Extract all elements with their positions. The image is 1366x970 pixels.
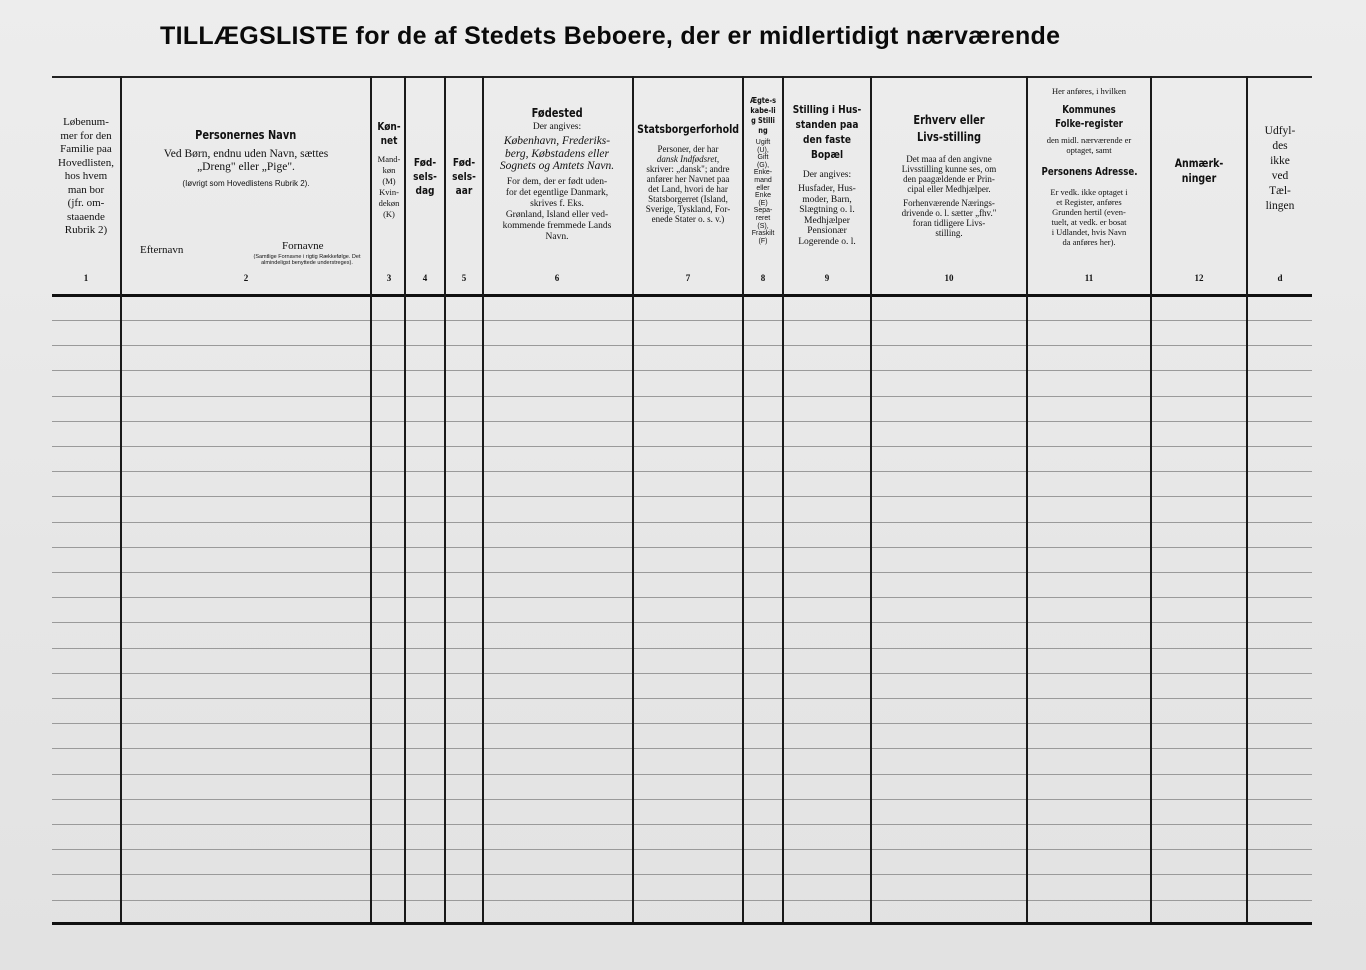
row-rule — [52, 673, 1312, 674]
col-10-line: stilling. — [935, 228, 963, 238]
row-rule — [52, 748, 1312, 749]
col-9-line: Logerende o. l. — [798, 236, 856, 247]
col-10-line: drivende o. l. sætter „fhv." — [901, 208, 997, 218]
col-9-text — [798, 184, 856, 247]
col-3-line: Kvin- — [379, 187, 399, 197]
col-8-line: Fraskilt — [751, 230, 775, 238]
col-9-sub: Der angives: — [802, 170, 852, 180]
col-6-sub: Der angives: — [532, 122, 582, 132]
col-7-header — [634, 122, 742, 334]
col-10-text — [902, 154, 997, 238]
col-7-line: Sverige, Tyskland, For- — [645, 204, 731, 214]
form-title: TILLÆGSLISTE for de af Stedets Beboere, der er midlertidigt nærværende — [160, 22, 1061, 50]
row-rule — [52, 547, 1312, 548]
col-7-line: dansk Indfødsret, — [656, 154, 720, 164]
col-d-line: lingen — [1265, 200, 1295, 212]
col-3-text — [378, 154, 401, 220]
col-12-header — [1152, 156, 1246, 368]
col-1-line: (jfr. om- — [67, 197, 105, 209]
col-d-text — [1265, 124, 1296, 214]
row-rule — [52, 396, 1312, 397]
col-10-line: foran tidligere Livs- — [912, 218, 986, 228]
row-rule — [52, 874, 1312, 875]
col-1-header — [52, 116, 120, 328]
col-8-line: reret — [755, 214, 771, 222]
col-10-header — [872, 112, 1026, 324]
col-1-line: mer for den — [60, 129, 112, 142]
col-number: d — [1277, 273, 1283, 283]
row-rule — [52, 774, 1312, 775]
col-3-header — [372, 120, 406, 332]
row-rule — [52, 370, 1312, 371]
col-1-line: staaende — [67, 210, 105, 223]
col-number: 9 — [824, 273, 830, 283]
col-9-line: Husfader, Hus- — [798, 184, 856, 194]
row-rule — [52, 522, 1312, 523]
row-rule — [52, 421, 1312, 422]
col-11-line: Grunden hertil (even- — [1052, 207, 1126, 217]
col-1-line: man bor — [67, 183, 105, 196]
col-11-header — [1028, 86, 1150, 298]
col-6-italic — [500, 135, 614, 173]
col-7-line: Personer, der har — [657, 144, 719, 154]
col-number: 3 — [386, 273, 392, 283]
col-11-heading: Kommunes Folke-register — [1055, 104, 1123, 130]
col-6-line: For dem, der er født uden- — [506, 176, 608, 187]
col-9-line: Pensionær — [807, 226, 847, 236]
row-rule — [52, 799, 1312, 800]
col-7-line: Statsborgerret (Island, — [648, 194, 728, 204]
col-d-line: des — [1272, 140, 1288, 152]
col-2-line: „Dreng" eller „Pige". — [197, 161, 295, 173]
col-1-line: Hovedlisten, — [58, 156, 114, 169]
col-8-line: Sepa- — [753, 207, 773, 215]
col-7-heading: Statsborgerforhold — [637, 122, 739, 136]
col-9-line: Medhjælper — [804, 215, 850, 226]
col-6-line: Navn. — [545, 231, 569, 242]
col-3-line: dekøn — [378, 198, 400, 208]
col-11-line: et Register, anføres — [1056, 197, 1122, 207]
col-6-line: for det egentlige Danmark, — [505, 187, 609, 198]
col-11-sub: den midl. nærværende er optaget, samt — [1046, 135, 1132, 155]
col-11-line: tuelt, at vedk. er bosat — [1051, 217, 1127, 227]
col-1-line: Familie paa — [60, 143, 112, 155]
col-7-line: skriver: „dansk"; andre — [646, 164, 730, 174]
col-4-header — [406, 156, 444, 368]
col-number: 1 — [83, 273, 89, 283]
col-7-text — [646, 144, 731, 224]
col-d-line: Tæl- — [1269, 185, 1291, 197]
col-10-line: den paagældende er Prin- — [903, 174, 995, 184]
row-rule — [52, 471, 1312, 472]
row-rule — [52, 597, 1312, 598]
col-7-line: det Land, hvori de har — [648, 184, 728, 194]
col-3-heading: Køn-net — [377, 120, 401, 147]
row-rule — [52, 345, 1312, 346]
col-10-line: Forhenværende Nærings- — [903, 198, 995, 208]
row-rule — [52, 648, 1312, 649]
col-2-note: (Iøvrigt som Hovedlistens Rubrik 2). — [182, 179, 310, 188]
row-rule — [52, 446, 1312, 447]
table-bottom-rule — [52, 922, 1312, 925]
col-11-text — [1050, 187, 1127, 247]
col-6-italic-line: København, Frederiks- — [503, 135, 611, 147]
col-3-line: (M) — [382, 176, 396, 186]
col-2-heading: Personernes Navn — [195, 128, 297, 142]
col-3-line: (K) — [383, 209, 395, 219]
col-number: 10 — [944, 273, 954, 283]
col-2-header — [122, 128, 370, 340]
col-2-firstnames-note: (Samtlige Fornavne i rigtig Rækkefølge. Det almindeligst benyttede understreges). — [253, 254, 361, 266]
col-10-line: cipal eller Medhjælper. — [907, 184, 991, 194]
col-8-line: (G), — [756, 161, 770, 169]
col-2-firstnames-label: Fornavne — [282, 240, 324, 252]
col-11-line: i Udlandet, hvis Navn — [1051, 227, 1127, 237]
row-rule — [52, 496, 1312, 497]
col-6-line: kommende fremmede Lands — [502, 220, 612, 231]
col-8-text — [752, 139, 775, 245]
col-8-line: mand — [754, 176, 772, 184]
col-8-line: (S), — [757, 222, 769, 230]
col-number: 2 — [243, 273, 249, 283]
col-6-header — [482, 106, 632, 318]
col-6-line: Grønland, Island eller ved- — [505, 209, 609, 220]
col-10-line: Det maa af den angivne — [906, 154, 992, 164]
col-3-line: køn — [382, 165, 396, 175]
row-rule — [52, 900, 1312, 901]
col-d-line: Udfyl- — [1264, 125, 1296, 137]
col-1-line: hos hvem — [64, 170, 108, 182]
col-12-heading: Anmærk-ninger — [1174, 156, 1224, 185]
col-9-heading: Stilling i Hus-standen paa den faste Bopæl — [792, 103, 862, 161]
col-number: 12 — [1194, 273, 1204, 283]
col-8-line: (E) — [758, 199, 768, 207]
col-d-header — [1248, 124, 1312, 336]
col-d-line: ikke — [1270, 155, 1290, 167]
col-11-top: Her anføres, i hvilken — [1051, 86, 1127, 96]
col-d-line: ved — [1271, 170, 1289, 182]
col-number: 6 — [554, 273, 560, 283]
col-8-line: Gift — [757, 154, 769, 162]
row-rule — [52, 698, 1312, 699]
col-8-line: Enke — [755, 192, 771, 200]
col-1-text — [58, 116, 114, 238]
row-rule — [52, 622, 1312, 623]
row-rule — [52, 572, 1312, 573]
col-8-line: Enke- — [753, 169, 773, 177]
col-6-text — [503, 177, 612, 243]
col-number: 4 — [422, 273, 428, 283]
col-11-line: Er vedk. ikke optaget i — [1050, 187, 1128, 197]
col-11-line: da anføres her). — [1062, 237, 1116, 247]
header-top-rule — [52, 76, 1312, 78]
col-8-heading: Ægte-skabe-lig Stilling — [749, 96, 777, 135]
col-number: 5 — [461, 273, 467, 283]
col-5-heading: Fød-sels-aar — [452, 156, 476, 197]
col-5-header — [446, 156, 482, 368]
col-number: 11 — [1084, 273, 1094, 283]
col-3-line: Mand- — [377, 154, 401, 164]
col-1-line: Løbenum- — [63, 116, 109, 128]
col-2-line: Ved Børn, endnu uden Navn, sættes — [163, 148, 329, 160]
col-2-surname-label: Efternavn — [140, 244, 184, 256]
col-6-line: skrives f. Eks. — [530, 198, 584, 209]
col-7-line: enede Stater o. s. v.) — [651, 214, 725, 224]
row-rule — [52, 824, 1312, 825]
col-8-line: Ugift — [755, 139, 771, 146]
col-11-heading2: Personens Adresse. — [1041, 166, 1137, 178]
col-6-italic-line: Sognets og Amtets Navn. — [499, 160, 615, 172]
row-rule — [52, 723, 1312, 724]
col-4-heading: Fød-sels-dag — [413, 156, 437, 197]
col-number: 7 — [685, 273, 691, 283]
col-8-line: (F) — [758, 237, 768, 245]
form-table — [52, 76, 1312, 938]
col-6-heading: Fødested — [531, 106, 583, 120]
col-8-line: (U), — [757, 146, 769, 154]
col-10-heading: Erhverv eller Livs-stilling — [913, 113, 985, 144]
col-number: 8 — [760, 273, 766, 283]
col-1-line: Rubrik 2) — [64, 224, 108, 236]
row-rule — [52, 849, 1312, 850]
col-8-line: eller — [756, 184, 770, 192]
col-7-line: anfører her Navnet paa — [646, 174, 730, 184]
col-9-line: moder, Barn, — [802, 194, 852, 205]
col-10-line: Livsstilling kunne ses, om — [901, 164, 997, 174]
col-9-line: Slægtning o. l. — [799, 205, 855, 215]
col-6-italic-line: berg, Købstadens eller — [504, 147, 610, 160]
